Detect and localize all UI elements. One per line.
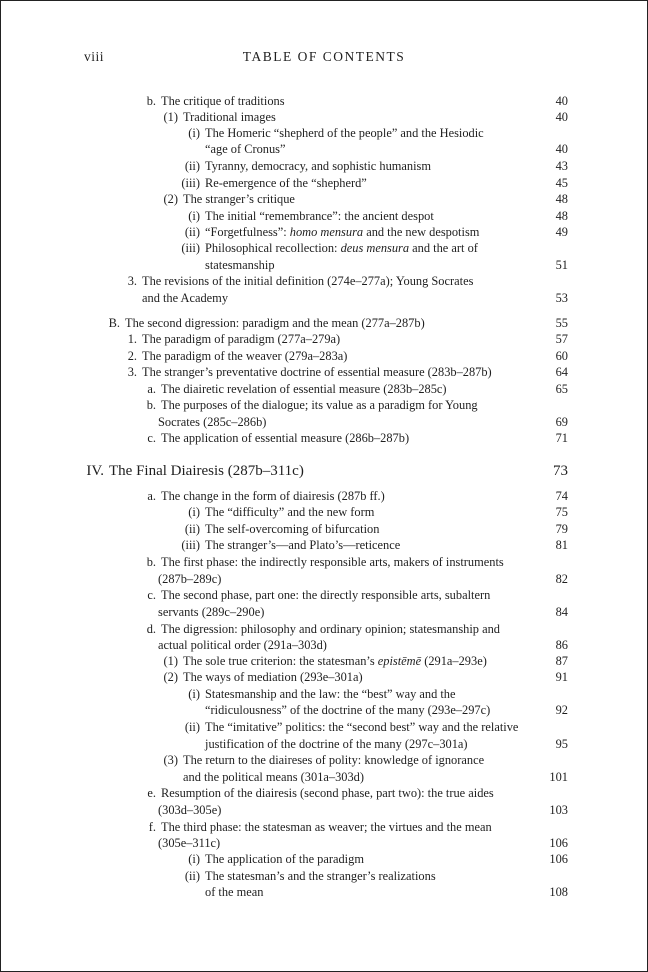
toc-entry-text: Traditional images <box>183 110 276 124</box>
toc-page-number: 40 <box>555 110 568 124</box>
toc-entry <box>142 109 276 126</box>
toc-entry-text: The Final Diairesis (287b–311c) <box>109 463 304 479</box>
toc-entry-text: Socrates (285c–286b) <box>158 415 267 429</box>
toc-page-number: 48 <box>555 192 568 206</box>
toc-entry-label: 2. <box>127 349 137 363</box>
toc-entry-label: (iii) <box>181 241 200 255</box>
toc-entry <box>101 364 492 381</box>
toc-entry-text: The paradigm of paradigm (277a–279a) <box>142 332 341 346</box>
toc-entry-label: (iii) <box>181 176 200 190</box>
toc-entry-label: f. <box>148 820 156 834</box>
toc-entry <box>164 504 374 521</box>
toc-entry-text-part: and the art of <box>409 241 478 255</box>
toc-page-number: 86 <box>555 638 568 652</box>
toc-entry-text: The Homeric “shepherd of the people” and the Hesiodic <box>205 126 484 140</box>
toc-entry <box>200 141 286 158</box>
toc-entry-text: The “imitative” politics: the “second best” way and the relative <box>205 720 519 734</box>
toc-page-number: 51 <box>555 258 568 272</box>
toc-entry-text: The initial “remembrance”: the ancient despot <box>205 209 434 223</box>
toc-entry <box>153 802 221 819</box>
toc-entry-label: B. <box>108 316 120 330</box>
toc-page-number: 43 <box>555 159 568 173</box>
toc-entry-label: b. <box>146 555 156 569</box>
toc-entry <box>164 224 479 241</box>
toc-entry-text: The diairetic revelation of essential measure (283b–285c) <box>161 382 447 396</box>
toc-entry <box>164 208 434 225</box>
toc-entry <box>120 397 478 414</box>
toc-page-number: 40 <box>555 94 568 108</box>
toc-page-number: 69 <box>555 415 568 429</box>
toc-entry-text: The first phase: the indirectly responsible arts, makers of instruments <box>161 555 504 569</box>
toc-page-number: 48 <box>555 209 568 223</box>
toc-entry <box>137 290 228 307</box>
toc-entry-text: The revisions of the initial definition (274e–277a); Young Socrates <box>142 274 474 288</box>
toc-entry-text: and the political means (301a–303d) <box>183 770 364 784</box>
toc-entry <box>153 637 327 654</box>
toc-entry-text: Tyranny, democracy, and sophistic humanism <box>205 159 432 173</box>
toc-entry <box>164 175 367 192</box>
toc-page-number: 101 <box>549 770 568 784</box>
toc-entry-label: d. <box>146 622 156 636</box>
toc-page-number: 64 <box>555 365 568 379</box>
toc-entry-text: The change in the form of diairesis (287b ff.) <box>161 489 385 503</box>
toc-entry-text: (287b–289c) <box>158 572 222 586</box>
toc-entry <box>164 868 436 885</box>
toc-entry <box>120 488 385 505</box>
toc-entry <box>164 125 484 142</box>
toc-entry <box>153 835 220 852</box>
toc-page-number: 92 <box>555 703 568 717</box>
toc-entry-text: The self-overcoming of bifurcation <box>205 522 380 536</box>
toc-entry-label: (ii) <box>184 522 200 536</box>
toc-entry <box>120 621 500 638</box>
toc-page-number: 79 <box>555 522 568 536</box>
toc-entry <box>120 819 492 836</box>
toc-entry-text-part: Philosophical recollection: <box>205 241 341 255</box>
toc-entry-italic-term: homo mensura <box>289 225 364 239</box>
toc-entry <box>101 348 347 365</box>
toc-page-number: 55 <box>555 316 568 330</box>
toc-entry <box>164 537 400 554</box>
toc-entry <box>120 381 447 398</box>
toc-entry-label: (1) <box>163 110 178 124</box>
toc-entry-italic-term: deus mensura <box>340 241 410 255</box>
toc-page-number: 103 <box>549 803 568 817</box>
toc-entry-label: 3. <box>127 365 137 379</box>
toc-entry-text: (303d–305e) <box>158 803 222 817</box>
toc-entry <box>153 604 264 621</box>
toc-entry-text: The “difficulty” and the new form <box>205 505 375 519</box>
toc-entry-label: (2) <box>163 192 178 206</box>
toc-entry-text: The return to the diaireses of polity: knowledge of ignorance <box>183 753 485 767</box>
toc-entry <box>200 884 264 901</box>
toc-entry <box>164 719 518 736</box>
toc-entry-text: The digression: philosophy and ordinary opinion; statesmanship and <box>161 622 500 636</box>
toc-page-number: 95 <box>555 737 568 751</box>
toc-entry-text-part: The sole true criterion: the statesman’s <box>183 654 378 668</box>
toc-entry-label: (ii) <box>184 720 200 734</box>
toc-entry-label: (i) <box>188 505 200 519</box>
toc-entry-text: The ways of mediation (293e–301a) <box>183 670 363 684</box>
toc-entry-text <box>200 224 479 241</box>
toc-entry-text-part: “Forgetfulness”: <box>205 225 290 239</box>
toc-entry <box>120 785 494 802</box>
toc-entry-label: 1. <box>127 332 137 346</box>
toc-entry <box>164 521 379 538</box>
toc-entry <box>142 191 295 208</box>
toc-page-number: 108 <box>549 885 568 899</box>
toc-entry <box>142 669 363 686</box>
toc-entry <box>120 93 285 110</box>
toc-entry-text: The critique of traditions <box>161 94 285 108</box>
toc-entry-text <box>200 240 478 257</box>
toc-page-number: 49 <box>555 225 568 239</box>
toc-entry <box>200 736 468 753</box>
toc-entry-text: The stranger’s preventative doctrine of essential measure (283b–287b) <box>142 365 492 379</box>
toc-entry-text-part: and the new despotism <box>363 225 480 239</box>
toc-entry-text: The stranger’s—and Plato’s—reticence <box>205 538 401 552</box>
toc-entry-label: (iii) <box>181 538 200 552</box>
toc-entry-text: The second phase, part one: the directly responsible arts, subaltern <box>161 588 491 602</box>
toc-entry-label: b. <box>146 398 156 412</box>
toc-entry-label: (2) <box>163 670 178 684</box>
running-header-title: TABLE OF CONTENTS <box>242 49 406 64</box>
toc-entry-text: The purposes of the dialogue; its value as a paradigm for Young <box>161 398 478 412</box>
toc-entry-text: The third phase: the statesman as weaver; the virtues and the mean <box>161 820 492 834</box>
toc-entry <box>164 686 456 703</box>
toc-entry-label: (i) <box>188 126 200 140</box>
toc-entry <box>178 769 364 786</box>
toc-entry <box>101 273 473 290</box>
toc-entry <box>164 158 431 175</box>
toc-entry-text: “age of Cronus” <box>205 142 286 156</box>
toc-entry <box>153 414 266 431</box>
toc-entry-text: Statesmanship and the law: the “best” way and the <box>205 687 456 701</box>
toc-entry-italic-term: epistēmē <box>377 654 422 668</box>
toc-entry-text: statesmanship <box>205 258 275 272</box>
toc-entry-text: The statesman’s and the stranger’s realizations <box>205 869 436 883</box>
toc-entry-label: IV. <box>86 463 104 479</box>
toc-entry <box>101 331 340 348</box>
toc-page-number: 75 <box>555 505 568 519</box>
toc-page-number: 53 <box>555 291 568 305</box>
toc-page-number: 106 <box>549 836 568 850</box>
toc-page-number: 87 <box>555 654 568 668</box>
toc-entry <box>142 653 487 670</box>
toc-page-number: 106 <box>549 852 568 866</box>
toc-entry-label: (i) <box>188 687 200 701</box>
toc-entry-label: (ii) <box>184 869 200 883</box>
toc-entry-label: 3. <box>127 274 137 288</box>
toc-entry-label: a. <box>147 382 156 396</box>
toc-entry-label: c. <box>147 431 156 445</box>
toc-entry-text: and the Academy <box>142 291 229 305</box>
toc-entry-label: (i) <box>188 852 200 866</box>
toc-page-number: 60 <box>555 349 568 363</box>
toc-entry-label: (ii) <box>184 159 200 173</box>
toc-entry-text: The application of the paradigm <box>205 852 364 866</box>
toc-entry-label: b. <box>146 94 156 108</box>
toc-entry-text: The stranger’s critique <box>183 192 295 206</box>
toc-entry-text: actual political order (291a–303d) <box>158 638 327 652</box>
toc-page-number: 40 <box>555 142 568 156</box>
toc-page-number: 73 <box>553 463 568 479</box>
toc-entry-label: (1) <box>163 654 178 668</box>
toc-entry-text <box>178 653 487 670</box>
toc-page-number: 74 <box>555 489 568 503</box>
toc-entry <box>120 430 409 447</box>
toc-entry-label: (ii) <box>184 225 200 239</box>
toc-entry <box>153 571 221 588</box>
toc-entry <box>200 257 275 274</box>
toc-entry <box>142 752 484 769</box>
toc-entry-text: of the mean <box>205 885 264 899</box>
toc-page-number: 57 <box>555 332 568 346</box>
toc-entry-text: justification of the doctrine of the many (297c–301a) <box>205 737 468 751</box>
toc-entry-label: e. <box>147 786 156 800</box>
toc-entry-label: a. <box>147 489 156 503</box>
toc-page-number: 45 <box>555 176 568 190</box>
toc-entry <box>84 315 425 332</box>
toc-entry <box>68 462 304 480</box>
page-number: viii <box>84 49 105 64</box>
toc-entry <box>164 851 364 868</box>
toc-entry <box>120 587 490 604</box>
toc-page-number: 91 <box>555 670 568 684</box>
toc-page-number: 81 <box>555 538 568 552</box>
toc-entry-text: The application of essential measure (286b–287b) <box>161 431 410 445</box>
toc-entry-text: Resumption of the diairesis (second phase, part two): the true aides <box>161 786 494 800</box>
toc-entry <box>120 554 504 571</box>
toc-entry-text: (305e–311c) <box>158 836 221 850</box>
toc-page-number: 65 <box>555 382 568 396</box>
toc-entry-text: Re-emergence of the “shepherd” <box>205 176 367 190</box>
toc-entry <box>164 240 478 257</box>
toc-entry-label: (3) <box>163 753 178 767</box>
toc-entry-label: c. <box>147 588 156 602</box>
toc-entry-text: The paradigm of the weaver (279a–283a) <box>142 349 348 363</box>
toc-entry-label: (i) <box>188 209 200 223</box>
toc-page-number: 84 <box>555 605 568 619</box>
toc-page-number: 71 <box>555 431 568 445</box>
toc-entry <box>200 702 490 719</box>
toc-entry-text: servants (289c–290e) <box>158 605 265 619</box>
toc-page-number: 82 <box>555 572 568 586</box>
toc-entry-text: “ridiculousness” of the doctrine of the many (293e–297c) <box>205 703 491 717</box>
toc-entry-text-part: (291a–293e) <box>421 654 487 668</box>
toc-entry-text: The second digression: paradigm and the mean (277a–287b) <box>125 316 425 330</box>
